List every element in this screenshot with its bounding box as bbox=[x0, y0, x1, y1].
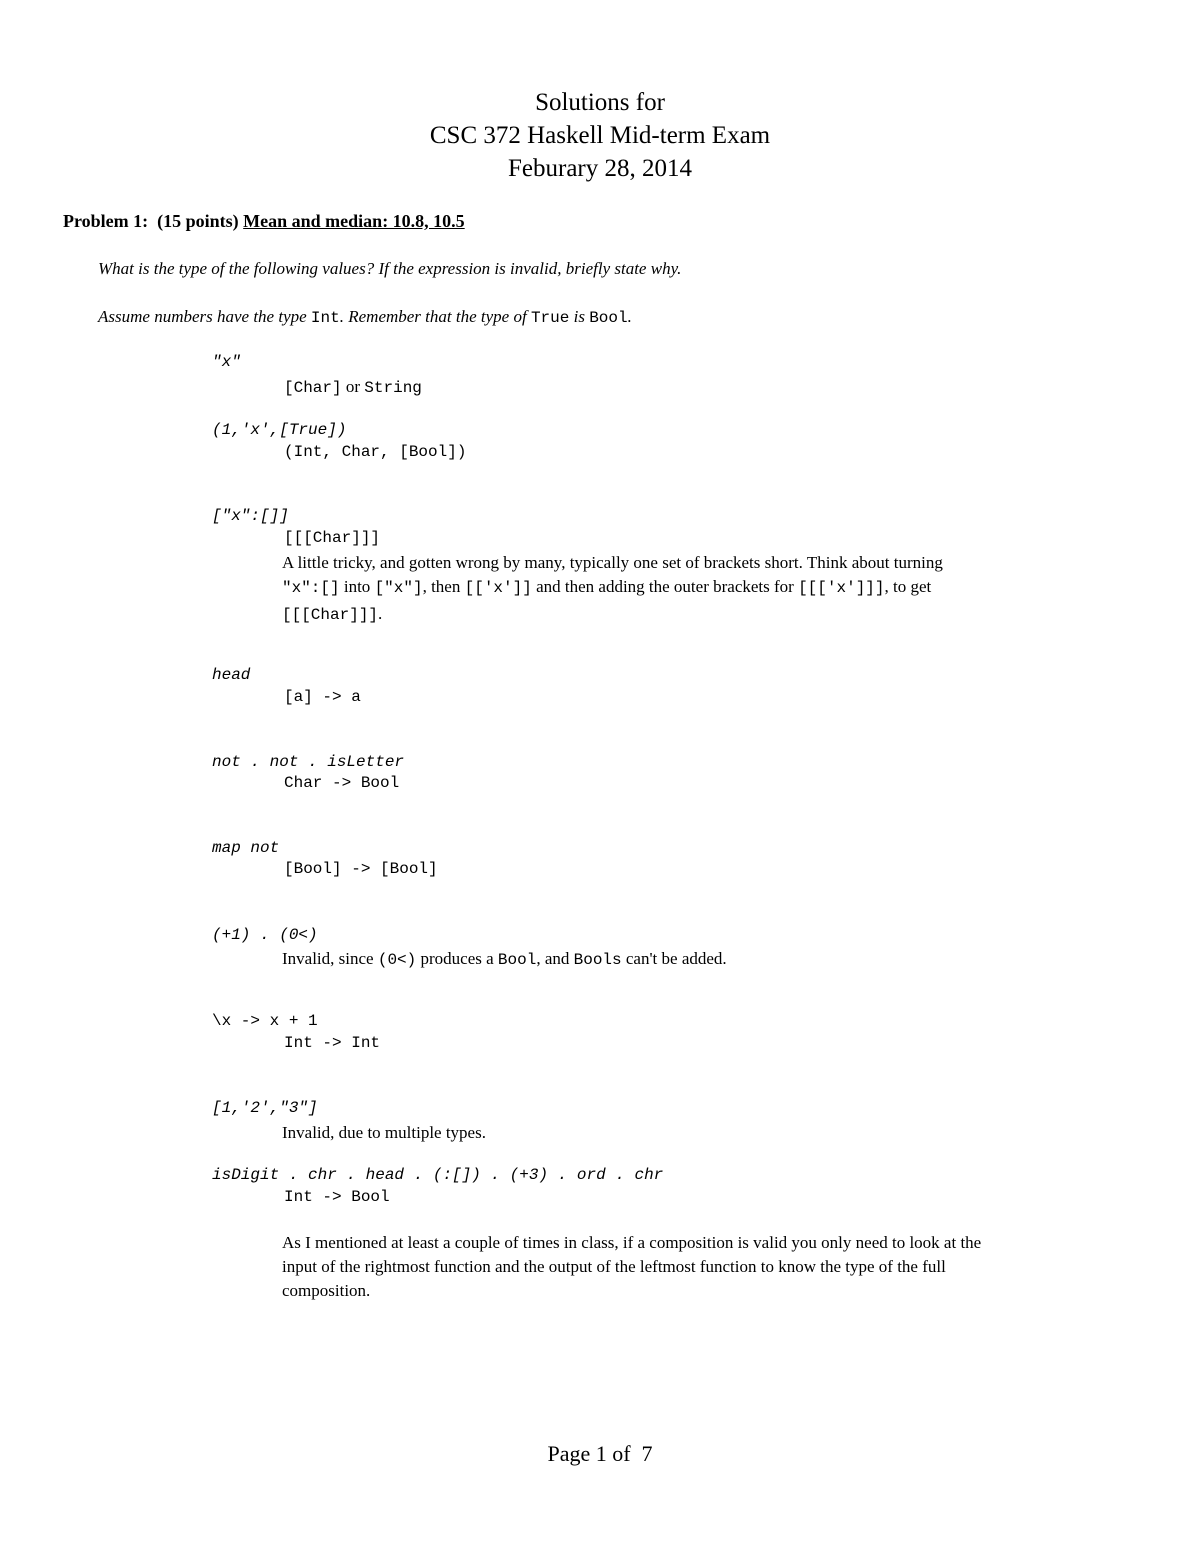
note-code: [[['x']]] bbox=[798, 579, 885, 597]
note-code: [['x']] bbox=[464, 579, 532, 597]
answer-text: , and bbox=[536, 949, 574, 968]
instruction-2-text-a: Assume numbers have the type bbox=[98, 307, 311, 326]
instruction-2-text-c: is bbox=[569, 307, 590, 326]
question-9-answer: Invalid, due to multiple types. bbox=[282, 1123, 486, 1142]
question-3-note bbox=[282, 551, 943, 627]
note-code: "x":[] bbox=[282, 579, 340, 597]
question-8-expression: \x -> x + 1 bbox=[212, 1012, 318, 1030]
question-3-answer: [[[Char]]] bbox=[284, 529, 381, 547]
instruction-1: What is the type of the following values? If the expression is invalid, briefly state why. bbox=[98, 259, 682, 278]
note-text: into bbox=[339, 577, 375, 596]
question-6-expression: map not bbox=[212, 839, 280, 857]
answer-code: (0<) bbox=[377, 951, 417, 969]
instruction-2 bbox=[98, 307, 632, 327]
question-9-expression: [1,'2',"3"] bbox=[212, 1099, 318, 1117]
answer-text: produces a bbox=[416, 949, 498, 968]
answer-code: Bool bbox=[497, 951, 537, 969]
note-code: ["x"] bbox=[374, 579, 423, 597]
title-line-3: Feburary 28, 2014 bbox=[508, 155, 692, 182]
note-text: . bbox=[378, 604, 383, 623]
title-line-2: CSC 372 Haskell Mid-term Exam bbox=[429, 122, 771, 149]
document-title bbox=[0, 86, 1200, 185]
question-10-note bbox=[282, 1231, 981, 1303]
question-3-note-line-3 bbox=[282, 602, 943, 627]
page-number: Page 1 of 7 bbox=[547, 1441, 653, 1466]
note-text: , to get bbox=[884, 577, 932, 596]
question-10-expression: isDigit . chr . head . (:[]) . (+3) . ord . chr bbox=[212, 1166, 664, 1184]
question-10-answer: Int -> Bool bbox=[284, 1188, 390, 1206]
question-3-note-line-2 bbox=[282, 575, 943, 600]
instruction-2-text-d: . bbox=[627, 307, 632, 326]
question-3-note-line-1: A little tricky, and gotten wrong by many, typically one set of brackets short. Think about turning bbox=[282, 553, 943, 572]
problem-stats: Mean and median: 10.8, 10.5 bbox=[243, 211, 465, 231]
question-4-answer: [a] -> a bbox=[284, 688, 361, 706]
problem-label: Problem 1: bbox=[63, 211, 149, 231]
answer-1-type-a: [Char] bbox=[284, 379, 342, 397]
note-text: and then adding the outer brackets for bbox=[531, 577, 799, 596]
problem-points: (15 points) bbox=[157, 211, 239, 231]
note-text: , then bbox=[422, 577, 465, 596]
answer-text: can't be added. bbox=[621, 949, 727, 968]
question-6-answer: [Bool] -> [Bool] bbox=[284, 860, 438, 878]
question-10-note-line-1: As I mentioned at least a couple of times in class, if a composition is valid you only need to look at the bbox=[282, 1233, 982, 1252]
question-2-expression: (1,'x',[True]) bbox=[212, 421, 347, 439]
instruction-2-true: True bbox=[530, 309, 570, 327]
answer-1-type-b: String bbox=[364, 379, 422, 397]
question-8-answer: Int -> Int bbox=[284, 1034, 381, 1052]
question-10-note-line-3: composition. bbox=[282, 1281, 371, 1300]
answer-code: Bools bbox=[573, 951, 622, 969]
question-3-expression: ["x":[]] bbox=[212, 507, 289, 525]
question-10-note-line-2: input of the rightmost function and the output of the leftmost function to know the type of the full bbox=[282, 1257, 946, 1276]
note-code: [[[Char]]] bbox=[282, 606, 379, 624]
title-line-1: Solutions for bbox=[535, 89, 665, 116]
question-1-answer bbox=[284, 377, 422, 397]
problem-1-heading bbox=[63, 211, 465, 232]
instruction-2-text-b: . Remember that the type of bbox=[339, 307, 531, 326]
answer-text: Invalid, since bbox=[282, 949, 378, 968]
answer-1-or: or bbox=[341, 377, 365, 396]
question-5-expression: not . not . isLetter bbox=[212, 753, 405, 771]
question-1-expression: "x" bbox=[212, 353, 241, 371]
instruction-2-int: Int bbox=[310, 309, 340, 327]
question-7-expression: (+1) . (0<) bbox=[212, 926, 318, 944]
instruction-2-bool: Bool bbox=[589, 309, 628, 327]
question-4-expression: head bbox=[212, 666, 251, 684]
question-5-answer: Char -> Bool bbox=[284, 774, 400, 792]
question-7-answer bbox=[282, 947, 727, 972]
question-2-answer: (Int, Char, [Bool]) bbox=[284, 443, 467, 461]
